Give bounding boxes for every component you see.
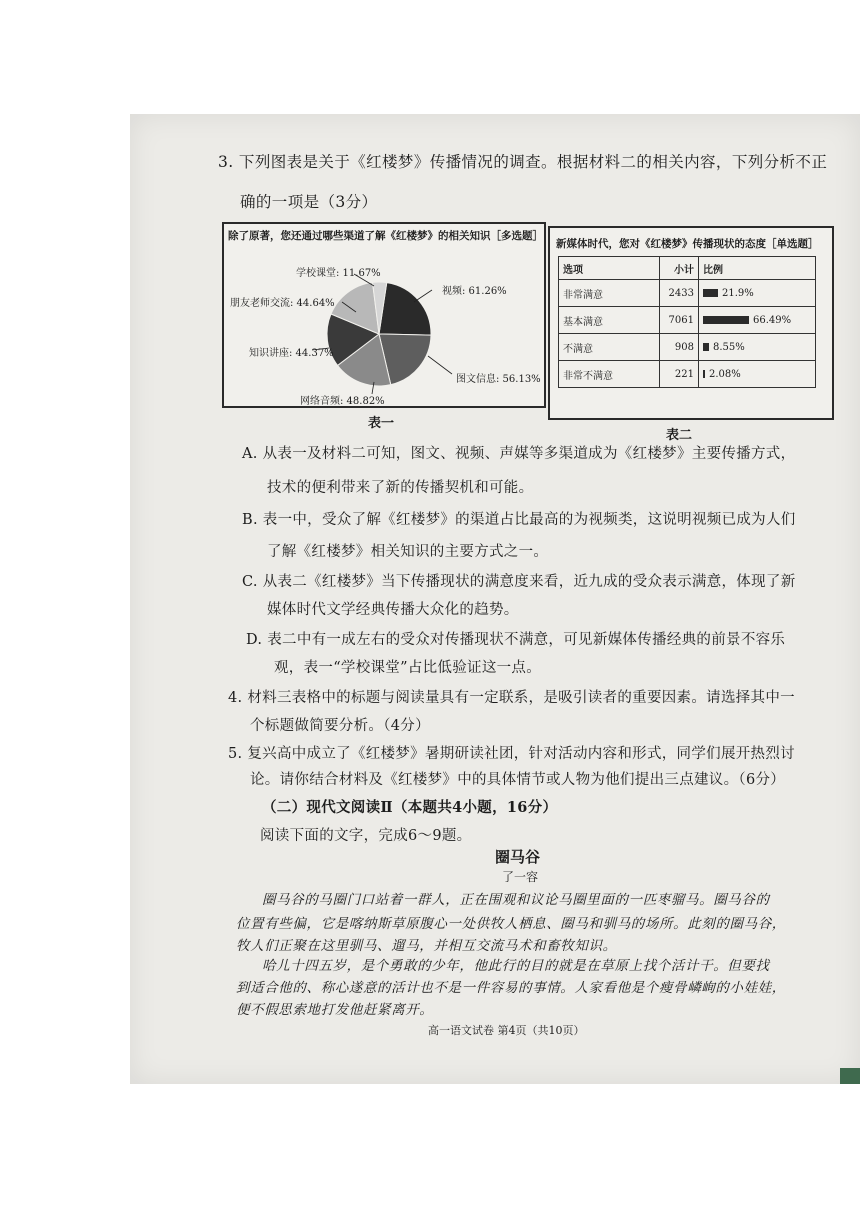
option-c-line2: 媒体时代文学经典传播大众化的趋势。 <box>267 602 519 618</box>
table-cell-count: 2433 <box>660 280 699 307</box>
story-p2-line3: 便不假思索地打发他赶紧离开。 <box>236 1002 434 1018</box>
pie-label-school: 学校课堂: 11.67% <box>296 268 381 279</box>
table-header-pct: 比例 <box>699 257 816 280</box>
table-row <box>559 307 816 334</box>
story-p1-line1: 圈马谷的马圈门口站着一群人，正在围观和议论马圈里面的一匹枣骝马。圈马谷的 <box>262 892 770 908</box>
pie-label-graphic: 图文信息: 56.13% <box>456 374 541 385</box>
story-p2-line2: 到适合他的、称心遂意的活计也不是一件容易的事情。人家看他是个瘦骨嶙峋的小娃娃， <box>236 980 786 996</box>
pct-label: 2.08% <box>709 368 741 380</box>
q4-line1: 4. 材料三表格中的标题与阅读量具有一定联系，是吸引读者的重要因素。请选择其中一 <box>228 690 795 706</box>
q3-line2: 确的一项是（3分） <box>240 193 378 211</box>
pie-label-audio: 网络音频: 48.82% <box>300 396 385 407</box>
leader-video <box>414 290 432 302</box>
section2-heading: （二）现代文阅读Ⅱ（本题共4小题，16分） <box>262 799 558 816</box>
table-cell-count: 221 <box>660 361 699 388</box>
survey-table <box>558 256 816 388</box>
table-cell-option: 非常满意 <box>559 280 660 307</box>
q4-line2: 个标题做简要分析。（4分） <box>250 718 430 734</box>
pct-bar <box>703 289 718 297</box>
pct-label: 66.49% <box>753 314 792 326</box>
option-d-line1: D. 表二中有一成左右的受众对传播现状不满意，可见新媒体传播经典的前景不容乐 <box>246 632 786 648</box>
pct-bar <box>703 316 749 324</box>
background-edge <box>840 1068 860 1084</box>
table-cell-count: 7061 <box>660 307 699 334</box>
option-a-line1: A. 从表一及材料二可知，图文、视频、声媒等多渠道成为《红楼梦》主要传播方式， <box>242 446 796 462</box>
story-title: 圈马谷 <box>495 848 541 866</box>
pct-label: 8.55% <box>713 341 745 353</box>
story-author: 了一容 <box>502 870 539 884</box>
leader-graphic <box>428 356 452 374</box>
pct-bar <box>703 343 709 351</box>
table-cell-option: 不满意 <box>559 334 660 361</box>
table-cell-pct <box>699 280 816 307</box>
pie-label-video: 视频: 61.26% <box>442 286 507 297</box>
option-a-line2: 技术的便利带来了新的传播契机和可能。 <box>267 480 534 496</box>
pie-label-lecture: 知识讲座: 44.37% <box>249 348 334 359</box>
option-b-line2: 了解《红楼梦》相关知识的主要方式之一。 <box>267 544 549 560</box>
story-p2-line1: 哈儿十四五岁，是个勇敢的少年，他此行的目的就是在草原上找个活计干。但要找 <box>262 958 770 974</box>
slice-video <box>379 283 431 336</box>
pie-label-friends: 朋友老师交流: 44.64% <box>230 298 335 309</box>
table-cell-pct <box>699 361 816 388</box>
q3-line1: 3. 下列图表是关于《红楼梦》传播情况的调查。根据材料二的相关内容，下列分析不正 <box>218 153 828 171</box>
table-cell-option: 非常不满意 <box>559 361 660 388</box>
page-footer: 高一语文试卷 第4页（共10页） <box>428 1024 585 1037</box>
q5-line2: 论。请你结合材料及《红楼梦》中的具体情节或人物为他们提出三点建议。（6分） <box>250 772 786 788</box>
table2-caption: 表二 <box>666 428 693 443</box>
table-row <box>559 280 816 307</box>
table-header-count: 小计 <box>660 257 699 280</box>
q5-line1: 5. 复兴高中成立了《红楼梦》暑期研读社团，针对活动内容和形式，同学们展开热烈讨 <box>228 746 795 762</box>
pie-chart-title: 除了原著，您还通过哪些渠道了解《红楼梦》的相关知识［多选题］ <box>228 230 543 242</box>
table-cell-pct <box>699 334 816 361</box>
story-p1-line3: 牧人们正聚在这里驯马、遛马，并相互交流马术和畜牧知识。 <box>236 938 617 954</box>
story-p1-line2: 位置有些偏，它是喀纳斯草原腹心一处供牧人栖息、圈马和驯马的场所。此刻的圈马谷， <box>236 916 786 932</box>
table-cell-option: 基本满意 <box>559 307 660 334</box>
table2-title: 新媒体时代，您对《红楼梦》传播现状的态度［单选题］ <box>556 238 819 250</box>
table-row <box>559 334 816 361</box>
option-c-line1: C. 从表二《红楼梦》当下传播现状的满意度来看，近九成的受众表示满意，体现了新 <box>242 574 796 590</box>
chart1-caption: 表一 <box>368 416 395 431</box>
survey-table-box <box>548 226 834 420</box>
option-b-line1: B. 表一中，受众了解《红楼梦》的渠道占比最高的为视频类，这说明视频已成为人们 <box>242 512 796 528</box>
table-cell-pct <box>699 307 816 334</box>
pie-chart-box <box>222 222 546 408</box>
table-row <box>559 361 816 388</box>
pct-bar <box>703 370 705 378</box>
table-header-option: 选项 <box>559 257 660 280</box>
section2-instruction: 阅读下面的文字，完成6～9题。 <box>260 828 472 844</box>
pct-label: 21.9% <box>722 287 754 299</box>
table-cell-count: 908 <box>660 334 699 361</box>
option-d-line2: 观，表一“学校课堂”占比低验证这一点。 <box>274 660 542 676</box>
